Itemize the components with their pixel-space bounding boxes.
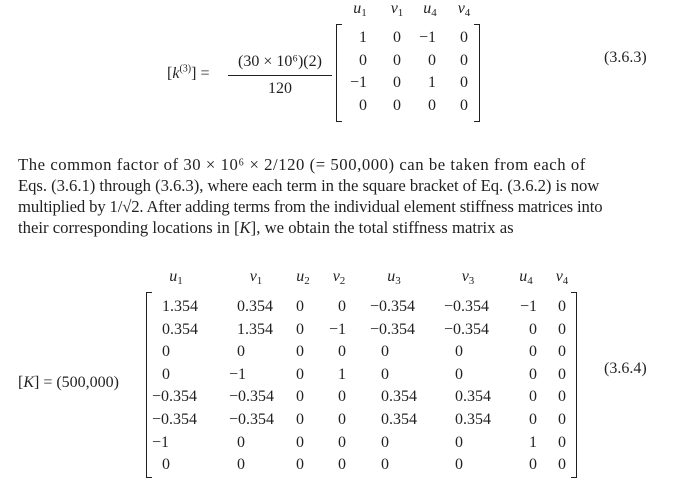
eq364-cell-r7-c6: 0 xyxy=(455,433,463,451)
eq363-cell-r4-c3: 0 xyxy=(428,96,436,114)
eq364-cell-r5-c3: 0 xyxy=(296,388,304,406)
eq364-cell-r1-c8: 0 xyxy=(558,298,566,315)
eq363-cell-r1-c4: 0 xyxy=(460,29,468,46)
eq364-cell-r2-c3: 0 xyxy=(296,320,304,338)
eq363-denominator: 120 xyxy=(268,80,292,97)
paragraph-line: The common factor of 30 × 10⁶ × 2/120 (= 500,000) can be taken from each of xyxy=(18,155,586,174)
eq364-cell-r3-c5: 0 xyxy=(381,343,389,361)
eq364-number: (3.6.4) xyxy=(604,360,647,377)
eq364-cell-r7-c8: 0 xyxy=(558,433,566,451)
eq363-numerator: (30 × 10⁶)(2) xyxy=(238,53,322,70)
eq363-cell-r2-c1: 0 xyxy=(359,51,367,69)
eq364-cell-r2-c1: 0.354 xyxy=(162,320,198,338)
eq363-cell-r4-c4: 0 xyxy=(460,96,468,114)
eq363-fraction-bar xyxy=(228,75,332,76)
eq364-cell-r8-c2: 0 xyxy=(237,456,245,474)
eq364-cell-r8-c5: 0 xyxy=(381,456,389,474)
eq364-cell-r7-c3: 0 xyxy=(296,433,304,451)
eq364-cell-r6-c4: 0 xyxy=(338,411,346,428)
eq364-header-u3: u3 xyxy=(387,268,401,287)
eq364-cell-r7-c5: 0 xyxy=(381,433,389,451)
eq364-cell-r4-c2: −1 xyxy=(229,365,247,383)
eq364-cell-r1-c3: 0 xyxy=(296,298,304,315)
eq364-cell-r4-c5: 0 xyxy=(381,365,389,383)
eq364-cell-r6-c2: −0.354 xyxy=(229,411,275,428)
eq363-cell-r2-c2: 0 xyxy=(393,51,401,69)
eq363-cell-r3-c1: −1 xyxy=(349,74,367,91)
eq364-right-bracket xyxy=(571,292,577,478)
eq364-cell-r3-c4: 0 xyxy=(338,343,346,361)
eq363-cell-r1-c2: 0 xyxy=(393,29,401,46)
eq364-header-u1: u1 xyxy=(169,268,183,287)
eq364-cell-r7-c7: 1 xyxy=(529,433,537,451)
eq364-cell-r2-c8: 0 xyxy=(558,320,566,338)
eq364-cell-r8-c3: 0 xyxy=(296,456,304,474)
eq363-number: (3.6.3) xyxy=(604,49,647,66)
eq363-cell-r1-c3: −1 xyxy=(418,29,436,46)
eq364-cell-r7-c4: 0 xyxy=(338,433,346,451)
eq364-cell-r6-c3: 0 xyxy=(296,411,304,428)
eq364-cell-r6-c6: 0.354 xyxy=(455,411,491,428)
eq363-cell-r1-c1: 1 xyxy=(359,29,367,46)
eq364-cell-r7-c2: 0 xyxy=(237,433,245,451)
eq364-cell-r1-c4: 0 xyxy=(338,298,346,315)
eq364-cell-r3-c7: 0 xyxy=(529,343,537,361)
eq364-cell-r8-c1: 0 xyxy=(162,456,170,474)
eq363-header-v1: v1 xyxy=(390,0,404,19)
eq364-cell-r1-c6: −0.354 xyxy=(444,298,490,315)
eq363-header-u1: u1 xyxy=(353,0,367,19)
eq364-cell-r8-c8: 0 xyxy=(558,456,566,474)
eq364-header-v4: v4 xyxy=(555,268,569,287)
eq364-cell-r4-c4: 1 xyxy=(338,365,346,383)
eq364-cell-r5-c7: 0 xyxy=(529,388,537,406)
eq364-cell-r7-c1: −1 xyxy=(152,433,170,451)
eq364-cell-r6-c5: 0.354 xyxy=(381,411,417,428)
eq364-cell-r5-c1: −0.354 xyxy=(152,388,198,406)
eq364-cell-r6-c7: 0 xyxy=(529,411,537,428)
eq364-header-v2: v2 xyxy=(332,268,346,287)
body-paragraph xyxy=(18,154,666,238)
eq364-cell-r6-c8: 0 xyxy=(558,411,566,428)
eq364-cell-r8-c6: 0 xyxy=(455,456,463,474)
paragraph-line: their corresponding locations in [K], we obtain the total stiffness matrix as xyxy=(18,218,514,237)
eq364-header-u4: u4 xyxy=(519,268,533,287)
eq364-cell-r3-c1: 0 xyxy=(162,343,170,361)
eq364-cell-r5-c8: 0 xyxy=(558,388,566,406)
eq364-cell-r6-c1: −0.354 xyxy=(152,411,198,428)
eq364-cell-r2-c2: 1.354 xyxy=(237,320,273,338)
eq364-cell-r5-c6: 0.354 xyxy=(455,388,491,406)
eq363-cell-r3-c2: 0 xyxy=(393,74,401,91)
eq364-cell-r2-c7: 0 xyxy=(529,320,537,338)
eq364-cell-r5-c4: 0 xyxy=(338,388,346,406)
eq364-cell-r2-c4: −1 xyxy=(328,320,346,338)
eq363-cell-r3-c3: 1 xyxy=(428,74,436,91)
eq364-lhs: [K] = (500,000) xyxy=(18,374,120,391)
eq364-cell-r4-c8: 0 xyxy=(558,365,566,383)
eq363-cell-r2-c3: 0 xyxy=(428,51,436,69)
eq364-cell-r8-c7: 0 xyxy=(529,456,537,474)
eq363-cell-r4-c1: 0 xyxy=(359,96,367,114)
eq363-header-v4: v4 xyxy=(457,0,471,19)
eq364-cell-r3-c3: 0 xyxy=(296,343,304,361)
eq364-header-v3: v3 xyxy=(461,268,475,287)
eq364-cell-r5-c2: −0.354 xyxy=(229,388,275,406)
eq364-cell-r1-c5: −0.354 xyxy=(370,298,416,315)
eq364-cell-r4-c3: 0 xyxy=(296,365,304,383)
eq363-header-u4: u4 xyxy=(423,0,437,19)
eq364-cell-r5-c5: 0.354 xyxy=(381,388,417,406)
eq364-cell-r1-c7: −1 xyxy=(519,298,537,315)
eq364-cell-r8-c4: 0 xyxy=(338,456,346,474)
eq363-cell-r3-c4: 0 xyxy=(460,74,468,91)
eq364-cell-r2-c6: −0.354 xyxy=(444,320,490,338)
paragraph-line: multiplied by 1/√2. After adding terms from the individual element stiffness matrices into xyxy=(18,197,603,216)
eq364-cell-r4-c6: 0 xyxy=(455,365,463,383)
eq364-cell-r3-c2: 0 xyxy=(237,343,245,361)
paragraph-line: Eqs. (3.6.1) through (3.6.3), where each term in the square bracket of Eq. (3.6.2) is now xyxy=(18,176,600,195)
eq363-cell-r2-c4: 0 xyxy=(460,51,468,69)
eq364-cell-r3-c6: 0 xyxy=(455,343,463,361)
eq364-header-u2: u2 xyxy=(296,268,310,287)
eq364-cell-r3-c8: 0 xyxy=(558,343,566,361)
eq364-cell-r1-c2: 0.354 xyxy=(237,298,273,315)
eq364-header-v1: v1 xyxy=(249,268,263,287)
eq363-cell-r4-c2: 0 xyxy=(393,96,401,114)
eq363-lhs: $[k^{(3)}]$ = xyxy=(167,63,210,82)
eq364-cell-r1-c1: 1.354 xyxy=(162,298,198,315)
eq364-cell-r2-c5: −0.354 xyxy=(370,320,416,338)
eq364-cell-r4-c1: 0 xyxy=(162,365,170,383)
eq364-cell-r4-c7: 0 xyxy=(529,365,537,383)
